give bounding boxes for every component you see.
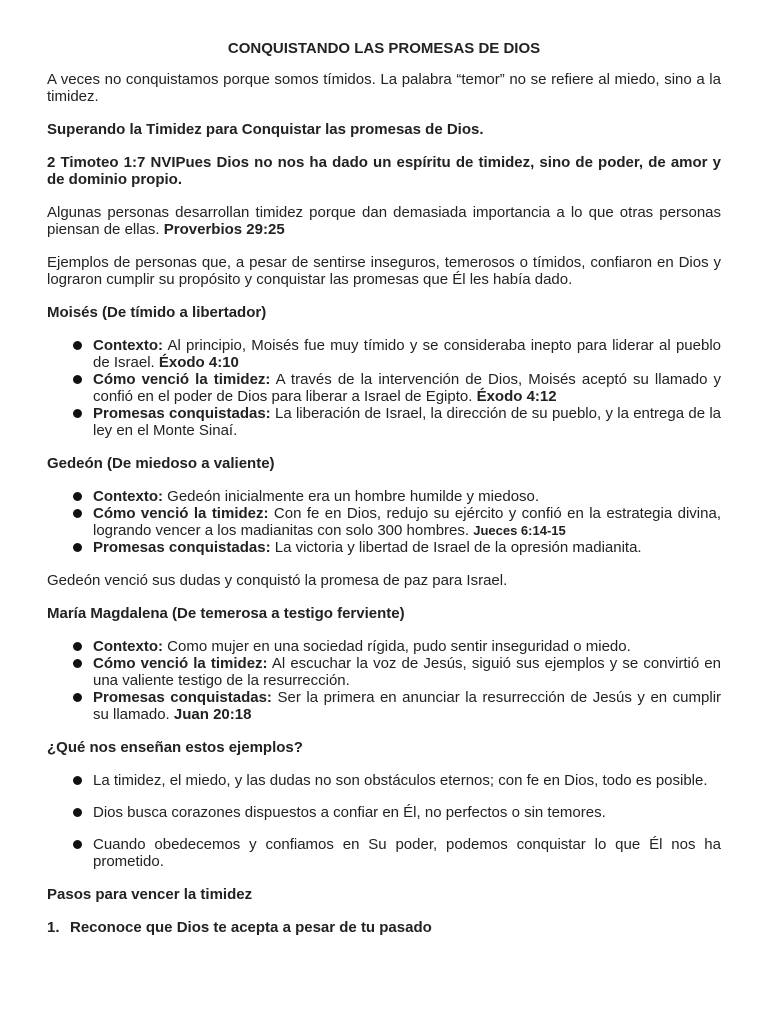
item-text: La timidez, el miedo, y las dudas no son obstáculos eternos; con fe en Dios, todo es posible. <box>93 772 708 789</box>
item-reference: Juan 20:18 <box>173 706 252 723</box>
item-label: Promesas conquistadas: <box>93 405 271 422</box>
bullet-icon <box>73 409 82 418</box>
item-text: Como mujer en una sociedad rígida, pudo sentir inseguridad o miedo. <box>167 638 631 655</box>
list-item <box>47 655 721 689</box>
item-text: Ser la primera en anunciar la resurrección de Jesús y en cumplir su llamado. <box>93 689 722 723</box>
bullet-icon <box>73 642 82 651</box>
algunas-paragraph <box>47 204 721 238</box>
item-text: Al principio, Moisés fue muy tímido y se consideraba inepto para liderar al pueblo de Israel. <box>93 337 722 371</box>
item-text: La victoria y libertad de Israel de la opresión madianita. <box>274 539 642 556</box>
bullet-icon <box>73 509 82 518</box>
lessons-heading: ¿Qué nos enseñan estos ejemplos? <box>47 739 303 756</box>
verse-reference: 2 Timoteo 1:7 NVI <box>47 154 176 171</box>
item-label: Cómo venció la timidez: <box>93 371 271 388</box>
bullet-icon <box>73 659 82 668</box>
item-reference: Jueces 6:14-15 <box>473 523 566 538</box>
list-item <box>47 772 721 789</box>
gedeon-conclusion: Gedeón venció sus dudas y conquistó la promesa de paz para Israel. <box>47 572 508 589</box>
document-title: CONQUISTANDO LAS PROMESAS DE DIOS <box>227 40 541 57</box>
maria-heading: María Magdalena (De temerosa a testigo ferviente) <box>47 605 405 622</box>
item-label: Cómo venció la timidez: <box>93 655 268 672</box>
item-text: Al escuchar la voz de Jesús, siguió sus ejemplos y se convirtió en una valiente testigo de la resurrección. <box>93 655 721 689</box>
list-item <box>47 689 721 723</box>
item-label: Contexto: <box>93 337 163 354</box>
bullet-icon <box>73 543 82 552</box>
step-number: 1. <box>47 919 60 936</box>
moises-list <box>47 337 721 439</box>
gedeon-list <box>47 488 721 556</box>
bullet-icon <box>73 693 82 702</box>
section-heading-superando: Superando la Timidez para Conquistar las promesas de Dios. <box>47 121 484 138</box>
list-item <box>47 505 721 539</box>
pasos-heading: Pasos para vencer la timidez <box>47 886 253 903</box>
item-reference: Éxodo 4:12 <box>476 388 557 405</box>
gedeon-heading: Gedeón (De miedoso a valiente) <box>47 455 275 472</box>
verse-paragraph <box>47 154 721 188</box>
bullet-icon <box>73 492 82 501</box>
item-text: A través de la intervención de Dios, Moisés aceptó su llamado y confió en el poder de Dios para liberar a Israel de Egipto. <box>93 371 722 405</box>
moises-heading: Moisés (De tímido a libertador) <box>47 304 267 321</box>
item-label: Promesas conquistadas: <box>93 689 272 706</box>
item-text: Con fe en Dios, redujo su ejército y confió en la estrategia divina, logrando vencer a los madianitas con solo 300 hombres. <box>93 505 721 539</box>
list-item <box>47 836 721 870</box>
list-item <box>47 371 721 405</box>
numbered-step-1 <box>47 919 721 936</box>
algunas-text: Algunas personas desarrollan timidez porque dan demasiada importancia a lo que otras personas piensan de ellas. <box>47 204 721 238</box>
item-reference: Éxodo 4:10 <box>158 354 239 371</box>
algunas-reference: Proverbios 29:25 <box>163 221 285 238</box>
maria-list <box>47 638 721 723</box>
item-label: Cómo venció la timidez: <box>93 505 269 522</box>
bullet-icon <box>73 776 82 785</box>
bullet-icon <box>73 808 82 817</box>
list-item <box>47 804 721 821</box>
list-item <box>47 539 721 556</box>
item-text: Cuando obedecemos y confiamos en Su poder, podemos conquistar lo que Él nos ha prometido. <box>93 836 721 870</box>
bullet-icon <box>73 341 82 350</box>
item-text: La liberación de Israel, la dirección de su pueblo, y la entrega de la ley en el Monte Sinaí. <box>93 405 722 439</box>
bullet-icon <box>73 840 82 849</box>
list-item <box>47 638 721 655</box>
ejemplos-paragraph: Ejemplos de personas que, a pesar de sentirse inseguros, temerosos o tímidos, confiaron en Dios y lograron cumplir su propósito y conquistar las promesas que Él les había dado. <box>47 254 721 288</box>
list-item <box>47 405 721 439</box>
list-item <box>47 337 721 371</box>
item-text: Gedeón inicialmente era un hombre humilde y miedoso. <box>167 488 540 505</box>
item-label: Contexto: <box>93 638 163 655</box>
lessons-list <box>47 772 721 870</box>
bullet-icon <box>73 375 82 384</box>
item-label: Promesas conquistadas: <box>93 539 271 556</box>
item-text: Dios busca corazones dispuestos a confiar en Él, no perfectos o sin temores. <box>93 804 606 821</box>
intro-paragraph: A veces no conquistamos porque somos tímidos. La palabra “temor” no se refiere al miedo, sino a la timidez. <box>47 71 721 105</box>
item-label: Contexto: <box>93 488 163 505</box>
step-text: Reconoce que Dios te acepta a pesar de tu pasado <box>70 919 432 936</box>
verse-text: Pues Dios no nos ha dado un espíritu de timidez, sino de poder, de amor y de dominio propio. <box>47 154 722 188</box>
list-item <box>47 488 721 505</box>
